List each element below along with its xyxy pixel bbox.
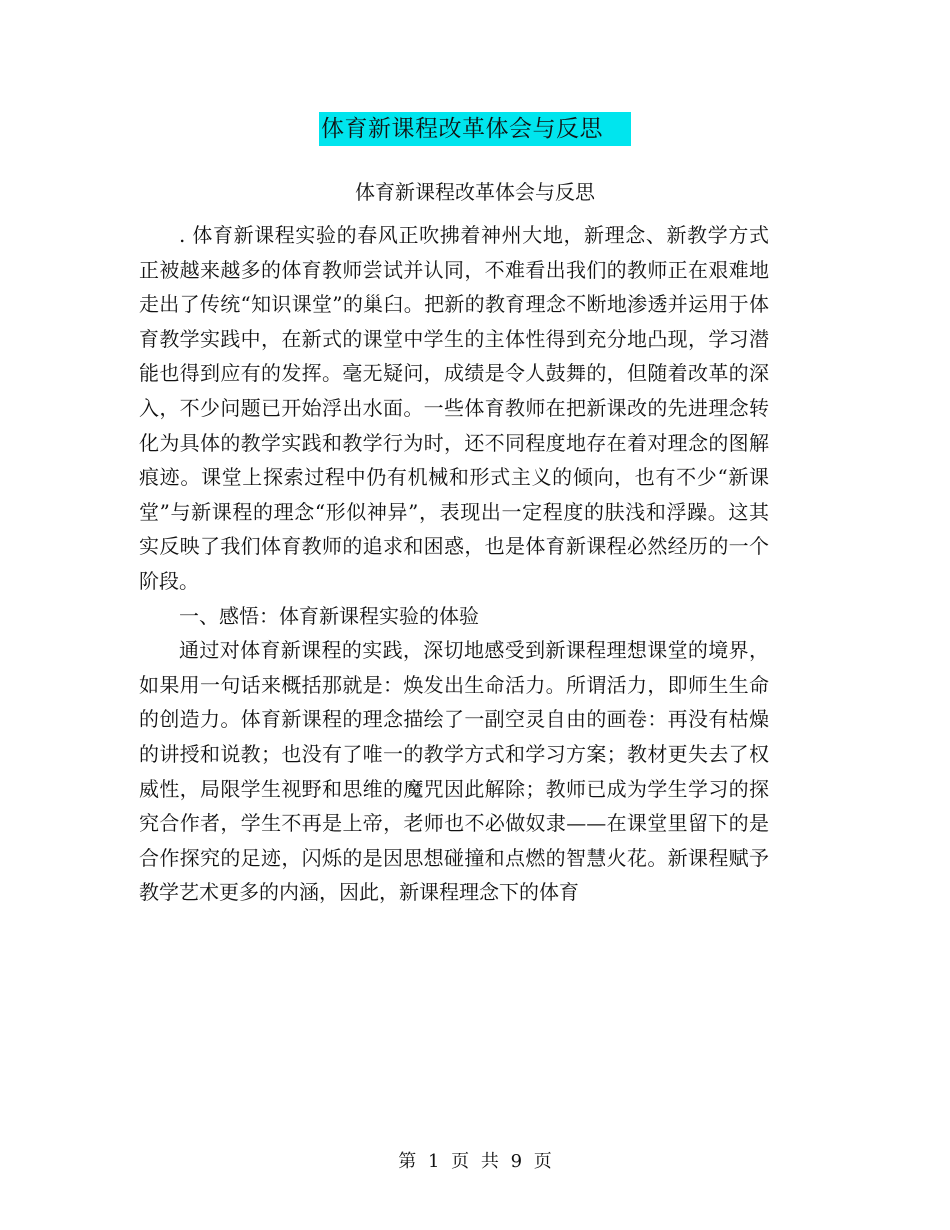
- document-body: [139, 218, 769, 910]
- paragraph-intro: . 体育新课程实验的春风正吹拂着神州大地，新理念、新教学方式正被越来越多的体育教师尝试并认同，不难看出我们的教师正在艰难地走出了传统“知识课堂”的巢臼。把新的教育理念不断地渗透并运用于体育教学实践中，在新式的课堂中学生的主体性得到充分地凸现，学习潜能也得到应有的发挥。毫无疑问，成绩是令人鼓舞的，但随着改革的深入，不少问题已开始浮出水面。一些体育教师在把新课改的先进理念转化为具体的教学实践和教学行为时，还不同程度地存在着对理念的图解痕迹。课堂上探索过程中仍有机械和形式主义的倾向，也有不少“新课堂”与新课程的理念“形似神异”，表现出一定程度的肤浅和浮躁。这其实反映了我们体育教师的追求和困惑，也是体育新课程必然经历的一个阶段。: [139, 223, 769, 593]
- paragraph-section-1: 通过对体育新课程的实践，深切地感受到新课程理想课堂的境界，如果用一句话来概括那就是：焕发出生命活力。所谓活力，即师生生命的创造力。体育新课程的理念描绘了一副空灵自由的画卷：再没有枯燥的讲授和说教；也没有了唯一的教学方式和学习方案；教材更失去了权威性，局限学生视野和思维的魔咒因此解除；教师已成为学生学习的探究合作者，学生不再是上帝，老师也不必做奴隶——在课堂里留下的是合作探究的足迹，闪烁的是因思想碰撞和点燃的智慧火花。新课程赋予教学艺术更多的内涵，因此，新课程理念下的体育: [139, 638, 769, 905]
- document-title: 体育新课程改革体会与反思: [319, 112, 631, 146]
- section-heading-1: 一、感悟：体育新课程实验的体验: [179, 603, 479, 628]
- title-container: [0, 112, 950, 146]
- page-footer: 第 1 页 共 9 页: [398, 1151, 552, 1172]
- document-subtitle: 体育新课程改革体会与反思: [355, 180, 595, 204]
